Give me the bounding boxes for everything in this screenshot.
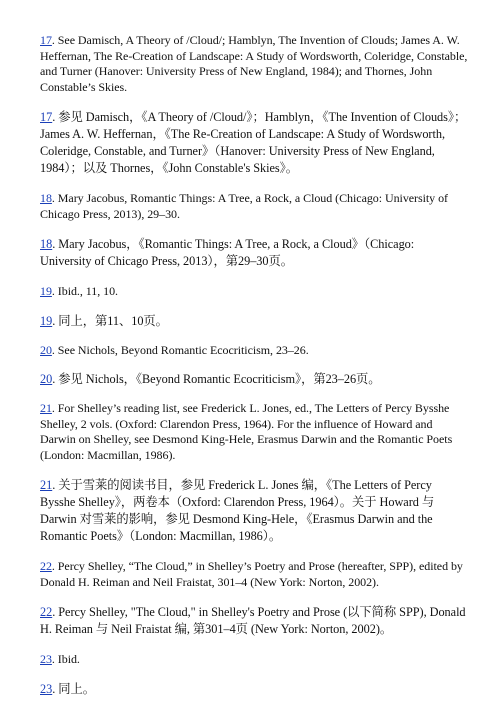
note-20-en	[40, 343, 468, 359]
note-19-zh	[40, 313, 468, 330]
note-text: . Mary Jacobus，《Romantic Things: A Tree, a Rock, a Cloud》（Chicago: University of Chicago Press, 2013），第29–30页。	[40, 237, 415, 268]
note-text: . Percy Shelley, "The Cloud," in Shelley's Poetry and Prose (以下简称 SPP), Donald H. Reiman 与 Neil Fraistat 编, 第301–4页 (New York: Norton, 2002)。	[40, 605, 466, 636]
note-22-en	[40, 559, 468, 590]
note-21-en	[40, 401, 468, 463]
note-21-zh	[40, 477, 468, 545]
note-number-link[interactable]: 19	[40, 313, 53, 328]
note-18-en	[40, 191, 468, 222]
note-number-link[interactable]: 20	[40, 372, 53, 386]
note-text: . 同上。	[52, 681, 95, 696]
note-number-link[interactable]: 20	[40, 342, 52, 357]
note-text: . See Damisch, A Theory of /Cloud/; Hamblyn, The Invention of Clouds; James A. W. Heffernan, The Re-Creation of Landscape: A Study of Wordsworth, Coleridge, Constable, and Turner (Hanover: University Press of New England, 1984); and Thornes, John Constable’s Skies.	[40, 33, 468, 94]
note-text: . 同上，第11、10页。	[52, 313, 168, 328]
note-text: . Ibid.	[51, 652, 80, 666]
note-text: . See Nichols, Beyond Romantic Ecocriticism, 23–26.	[51, 342, 309, 357]
note-number-link[interactable]: 23	[40, 652, 52, 666]
note-20-zh	[40, 371, 468, 388]
note-text: . For Shelley’s reading list, see Frederick L. Jones, ed., The Letters of Percy Bysshe Shelley, 2 vols. (Oxford: Clarendon Press, 1964). For the influence of Howard and Darwin on Shelley, see Desmond King-Hele, Erasmus Darwin and the Romantic Poets (London: Macmillan, 1986).	[40, 401, 453, 462]
note-text: . 参见 Nichols，《Beyond Romantic Ecocriticism》，第23–26页。	[52, 372, 381, 386]
note-22-zh	[40, 604, 468, 638]
note-17-en	[40, 33, 468, 95]
note-number-link[interactable]: 23	[40, 681, 53, 696]
note-number-link[interactable]: 22	[40, 605, 53, 619]
note-number-link[interactable]: 21	[40, 478, 53, 492]
note-number-link[interactable]: 18	[40, 191, 52, 205]
note-19-en	[40, 284, 468, 300]
note-17-zh	[40, 109, 468, 177]
note-23-en	[40, 652, 468, 668]
note-18-zh	[40, 236, 468, 270]
note-text: . 关于雪莱的阅读书目，参见 Frederick L. Jones 编，《The Letters of Percy Bysshe Shelley》，两卷本（Oxford: Clarendon Press, 1964）。关于 Howard 与 Darwin 对雪莱的影响，参见 Desmond King-Hele，《Erasmus Darwin and the Romantic Poets》（London: Macmillan, 1986）。	[40, 478, 435, 543]
note-number-link[interactable]: 17	[40, 110, 53, 124]
note-number-link[interactable]: 18	[40, 237, 53, 251]
notes-page	[40, 33, 468, 711]
note-text: . Percy Shelley, “The Cloud,” in Shelley’s Poetry and Prose (hereafter, SPP), edited by Donald H. Reiman and Neil Fraistat, 301–4 (New York: Norton, 2002).	[40, 559, 463, 589]
note-23-zh	[40, 681, 468, 698]
note-number-link[interactable]: 21	[40, 401, 52, 415]
note-text: . Mary Jacobus, Romantic Things: A Tree, a Rock, a Cloud (Chicago: University of Chicago Press, 2013), 29–30.	[40, 191, 448, 221]
note-text: . Ibid., 11, 10.	[51, 284, 118, 298]
note-number-link[interactable]: 17	[40, 33, 52, 47]
note-number-link[interactable]: 22	[40, 559, 52, 573]
note-text: . 参见 Damisch，《A Theory of /Cloud/》；Hamblyn，《The Invention of Clouds》；James A. W. Heffernan，《The Re-Creation of Landscape: A Study of Wordsworth, Coleridge, Constable, and Turner》（Hanover: University Press of New England, 1984）；以及 Thornes，《John Constable's Skies》。	[40, 110, 467, 175]
note-number-link[interactable]: 19	[40, 284, 52, 298]
